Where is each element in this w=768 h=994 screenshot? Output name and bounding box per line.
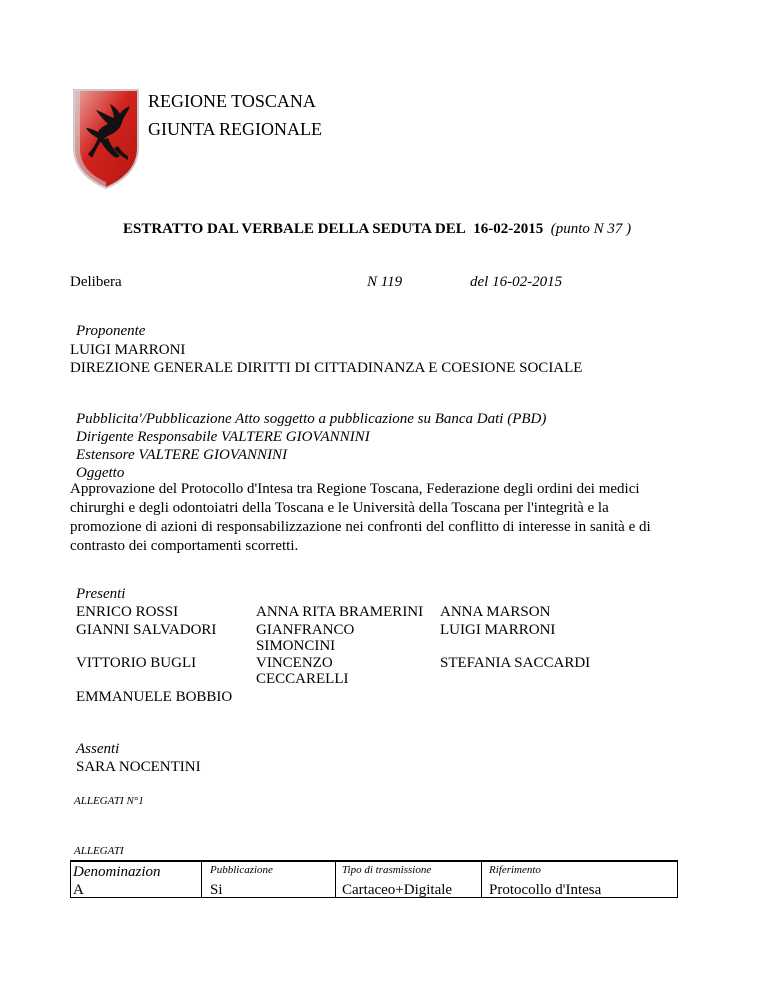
assenti-name: SARA NOCENTINI (76, 759, 201, 775)
presenti-member: STEFANIA SACCARDI (440, 655, 591, 671)
table-cell-riferimento: Protocollo d'Intesa (489, 882, 602, 898)
delibera-label: Delibera (70, 274, 122, 290)
table-cell-pubblicazione: Si (210, 882, 223, 898)
allegati-label: ALLEGATI (74, 845, 124, 857)
proponente-direction: DIREZIONE GENERALE DIRITTI DI CITTADINANZA E COESIONE SOCIALE (70, 360, 583, 376)
presenti-member: GIANNI SALVADORI (76, 622, 217, 638)
presenti-member: SIMONCINI (256, 638, 336, 654)
extract-point: (punto N 37 ) (550, 221, 632, 237)
presenti-member: ANNA MARSON (440, 604, 551, 620)
allegati-count: ALLEGATI N°1 (74, 795, 144, 807)
table-header-tipo: Tipo di trasmissione (342, 864, 432, 876)
presenti-label: Presenti (76, 586, 126, 602)
presenti-member: CECCARELLI (256, 671, 349, 687)
presenti-member: GIANFRANCO (256, 622, 355, 638)
presenti-member: VINCENZO (256, 655, 333, 671)
table-header-pubblicazione: Pubblicazione (210, 864, 273, 876)
dirigente-line: Dirigente Responsabile VALTERE GIOVANNINI (76, 429, 370, 445)
delibera-date: del 16-02-2015 (470, 274, 563, 290)
table-header-denominazione: Denominazion (73, 864, 161, 880)
oggetto-text: Approvazione del Protocollo d'Intesa tra Regione Toscana, Federazione degli ordini dei medici chirurghi e degli odontoiatri della Toscana e le Università della Toscana per l'integrità e la promozione di azioni di responsabilizzazione nei confronti del conflitto di interesse in sanità e di contrasto dei comportamenti scorretti. (70, 481, 651, 554)
presenti-member: ANNA RITA BRAMERINI (256, 604, 424, 620)
estensore-line: Estensore VALTERE GIOVANNINI (76, 447, 288, 463)
extract-label: ESTRATTO DAL VERBALE DELLA SEDUTA DEL (123, 221, 466, 237)
presenti-member: EMMANUELE BOBBIO (76, 689, 233, 705)
presenti-member: LUIGI MARRONI (440, 622, 556, 638)
council-name: GIUNTA REGIONALE (148, 119, 323, 139)
table-divider (335, 862, 336, 897)
region-name: REGIONE TOSCANA (148, 91, 316, 111)
delibera-number: N 119 (367, 274, 403, 290)
allegati-table (70, 860, 678, 898)
table-divider (201, 862, 202, 897)
pubblicita-line: Pubblicita'/Pubblicazione Atto soggetto a pubblicazione su Banca Dati (PBD) (76, 411, 547, 427)
assenti-label: Assenti (76, 741, 120, 757)
oggetto-label: Oggetto (76, 465, 125, 481)
extract-line (123, 220, 631, 238)
presenti-member: ENRICO ROSSI (76, 604, 179, 620)
regione-toscana-crest-icon (70, 88, 142, 190)
table-cell-tipo: Cartaceo+Digitale (342, 882, 453, 898)
table-cell-denominazione: A (73, 882, 84, 898)
table-header-riferimento: Riferimento (489, 864, 541, 876)
extract-date: 16-02-2015 (473, 221, 544, 237)
proponente-label: Proponente (76, 323, 146, 339)
proponente-name: LUIGI MARRONI (70, 342, 186, 358)
presenti-member: VITTORIO BUGLI (76, 655, 197, 671)
table-divider (481, 862, 482, 897)
